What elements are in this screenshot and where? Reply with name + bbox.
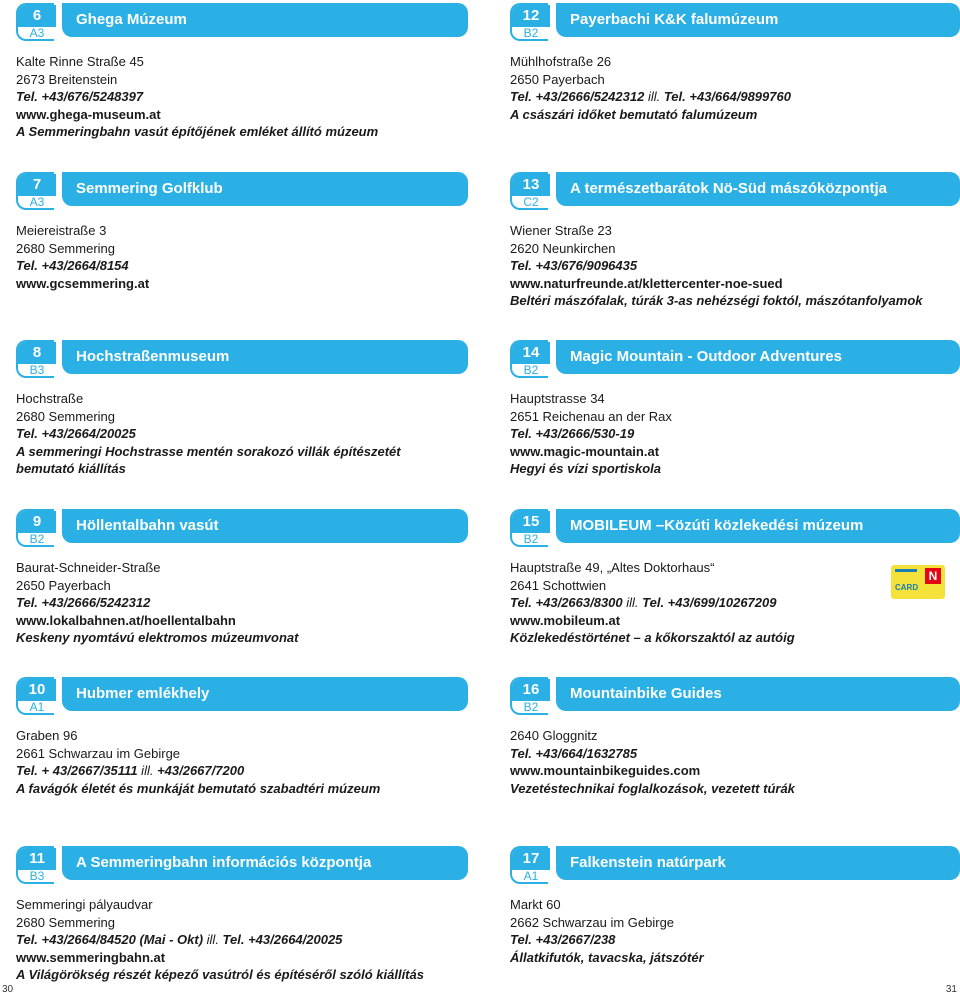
map-marker-badge <box>510 846 548 884</box>
entry-details <box>510 896 704 966</box>
map-marker-badge <box>510 509 548 547</box>
description-text-text: A semmeringi Hochstrasse mentén sorakozó villák építészetét <box>16 443 401 459</box>
page-number-right: 31 <box>945 984 957 995</box>
map-marker-badge <box>16 340 54 378</box>
address-line <box>510 408 672 426</box>
entry-number: 12 <box>512 5 550 27</box>
page-number-left: 30 <box>2 984 14 995</box>
phone-number <box>510 257 923 275</box>
description-text <box>16 629 298 647</box>
map-marker-badge <box>510 172 548 210</box>
entry-number: 6 <box>18 5 56 27</box>
address-line <box>510 71 791 89</box>
entry-number: 16 <box>512 679 550 701</box>
map-grid-reference: B2 <box>523 363 539 377</box>
entry-details <box>16 53 378 141</box>
entry-title: A Semmeringbahn információs központja <box>62 846 468 880</box>
phone-number-text: Tel. +43/664/1632785 <box>510 745 638 761</box>
description-text-text: Hegyi és vízi sportiskola <box>510 461 662 476</box>
phone-number-alt: Tel. +43/664/9899760 <box>663 89 791 104</box>
address-line-text: 2651 Reichenau an der Rax <box>510 408 672 424</box>
address-line <box>16 71 378 89</box>
description-text <box>16 460 401 478</box>
phone-number-text: Tel. +43/2663/8300 <box>510 595 623 610</box>
map-marker-badge <box>510 340 548 378</box>
card-text: CARD <box>895 583 919 592</box>
entry-title: A természetbarátok Nö-Süd mászóközpontja <box>556 172 960 206</box>
entry-details <box>510 559 795 647</box>
phone-number-text: Tel. +43/2664/20025 <box>16 426 136 441</box>
map-grid-reference: B2 <box>523 26 539 40</box>
address-line-text: Hauptstraße 49, „Altes Doktorhaus“ <box>510 560 715 575</box>
address-line <box>510 896 704 914</box>
address-line-text: 2650 Payerbach <box>16 577 111 593</box>
description-text <box>16 443 401 461</box>
entry-number: 10 <box>18 679 56 701</box>
entry-details <box>510 53 791 123</box>
address-line-text: 2650 Payerbach <box>510 71 605 87</box>
phone-number-text: Tel. +43/2666/530-19 <box>510 426 635 441</box>
address-line <box>16 222 149 240</box>
phone-number <box>510 745 795 763</box>
entry-details <box>16 222 149 292</box>
entry-title: Semmering Golfklub <box>62 172 468 206</box>
phone-number <box>16 931 424 949</box>
entry-details <box>510 390 672 478</box>
address-line <box>510 222 923 240</box>
description-text <box>16 780 380 798</box>
description-text-text: A Világörökség részét képező vasútról és építéséről szóló kiállítás <box>16 967 424 982</box>
map-grid-reference: B2 <box>523 700 539 714</box>
connector-text: ill. <box>622 595 643 610</box>
connector-text: ill. <box>644 89 664 104</box>
phone-number <box>16 425 401 443</box>
address-line-text: Kalte Rinne Straße 45 <box>16 54 144 69</box>
phone-number-text: Tel. +43/2666/5242312 <box>510 89 645 104</box>
website-link-text: www.naturfreunde.at/klettercenter-noe-sued <box>510 275 783 291</box>
description-text <box>510 949 704 967</box>
address-line-text: 2640 Gloggnitz <box>510 728 598 743</box>
phone-number-text: Tel. +43/676/5248397 <box>16 89 144 104</box>
phone-number-text: Tel. +43/2667/238 <box>510 932 616 947</box>
entry-title: MOBILEUM –Közúti közlekedési múzeum <box>556 509 960 543</box>
entry-details <box>510 222 923 310</box>
website-link <box>16 949 424 967</box>
website-link-text: www.mobileum.at <box>510 612 621 628</box>
website-link <box>16 275 149 293</box>
map-marker-badge <box>16 172 54 210</box>
phone-number <box>16 594 298 612</box>
entry-title: Payerbachi K&K falumúzeum <box>556 3 960 37</box>
phone-number <box>16 88 378 106</box>
map-marker-badge <box>16 3 54 41</box>
address-line-text: 2641 Schottwien <box>510 577 607 593</box>
address-line <box>510 240 923 258</box>
address-line-text: Hochstraße <box>16 391 84 406</box>
entry-number: 7 <box>18 174 56 196</box>
website-link-text: www.lokalbahnen.at/hoellentalbahn <box>16 612 236 628</box>
map-grid-reference: B3 <box>29 869 45 883</box>
description-text <box>16 966 424 984</box>
entry-number: 15 <box>512 511 550 533</box>
website-link <box>510 612 795 630</box>
phone-number <box>16 762 380 780</box>
address-line <box>16 745 380 763</box>
address-line-text: Mühlhofstraße 26 <box>510 54 612 69</box>
address-line <box>510 577 795 595</box>
address-line <box>510 390 672 408</box>
entry-number: 8 <box>18 342 56 364</box>
phone-number-alt: Tel. +43/699/10267209 <box>642 595 777 610</box>
website-link-text: www.mountainbikeguides.com <box>510 763 701 778</box>
address-line-text: 2680 Semmering <box>16 240 115 256</box>
card-letter: N <box>925 568 941 584</box>
description-text-text: Közlekedéstörténet – a kőkorszaktól az autóig <box>510 630 795 645</box>
map-grid-reference: B2 <box>29 532 45 546</box>
entry-details <box>16 559 298 647</box>
niederoesterreich-card-icon <box>891 565 945 599</box>
address-line <box>16 240 149 258</box>
address-line-text: 2661 Schwarzau im Gebirge <box>16 745 181 761</box>
map-grid-reference: C2 <box>523 195 539 209</box>
entry-number: 17 <box>512 848 550 870</box>
website-link-text: www.semmeringbahn.at <box>16 949 166 965</box>
address-line-text: 2620 Neunkirchen <box>510 240 616 256</box>
address-line <box>510 727 795 745</box>
address-line <box>16 914 424 932</box>
address-line-text: Meiereistraße 3 <box>16 223 107 238</box>
connector-text: ill. <box>137 763 158 778</box>
address-line <box>16 896 424 914</box>
website-link <box>16 106 378 124</box>
website-link-text: www.gcsemmering.at <box>16 275 150 291</box>
phone-number <box>16 257 149 275</box>
address-line <box>16 408 401 426</box>
connector-text: ill. <box>203 932 223 947</box>
address-line-text: 2680 Semmering <box>16 914 115 930</box>
entry-title: Mountainbike Guides <box>556 677 960 711</box>
website-link <box>16 612 298 630</box>
website-link-text: www.ghega-museum.at <box>16 106 161 122</box>
entry-details <box>16 896 424 984</box>
map-marker-badge <box>16 509 54 547</box>
address-line-text: Graben 96 <box>16 728 78 743</box>
address-line <box>16 559 298 577</box>
description-text <box>510 629 795 647</box>
phone-number <box>510 88 791 106</box>
website-link-text: www.magic-mountain.at <box>510 443 660 459</box>
map-grid-reference: A3 <box>29 195 45 209</box>
address-line-text: 2680 Semmering <box>16 408 115 424</box>
address-line-text: Wiener Straße 23 <box>510 223 612 238</box>
address-line <box>16 577 298 595</box>
address-line-text: Baurat-Schneider-Straße <box>16 560 161 575</box>
address-line <box>16 390 401 408</box>
address-line <box>16 53 378 71</box>
map-marker-badge <box>510 3 548 41</box>
phone-number-text: Tel. +43/2664/84520 (Mai - Okt) <box>16 932 204 947</box>
map-grid-reference: A1 <box>523 869 539 883</box>
phone-number-text: Tel. +43/2666/5242312 <box>16 595 151 610</box>
entry-title: Falkenstein natúrpark <box>556 846 960 880</box>
entry-title: Magic Mountain - Outdoor Adventures <box>556 340 960 374</box>
entry-number: 14 <box>512 342 550 364</box>
phone-number <box>510 594 795 612</box>
description-text <box>510 292 923 310</box>
entry-title: Hubmer emlékhely <box>62 677 468 711</box>
description-text-text: bemutató kiállítás <box>16 461 126 476</box>
entry-details <box>16 390 401 478</box>
address-line <box>510 559 795 577</box>
map-grid-reference: A3 <box>29 26 45 40</box>
address-line-text: Hauptstrasse 34 <box>510 391 605 406</box>
description-text <box>510 106 791 124</box>
entry-title: Ghega Múzeum <box>62 3 468 37</box>
phone-number-text: Tel. + 43/2667/35111 <box>16 763 138 778</box>
entry-number: 9 <box>18 511 56 533</box>
description-text-text: A favágók életét és munkáját bemutató szabadtéri múzeum <box>16 780 381 796</box>
website-link <box>510 443 672 461</box>
entry-title: Höllentalbahn vasút <box>62 509 468 543</box>
description-text-text: Beltéri mászófalak, túrák 3-as nehézségi foktól, mászótanfolyamok <box>510 293 923 308</box>
description-text-text: A császári időket bemutató falumúzeum <box>510 106 758 122</box>
entry-number: 11 <box>18 848 56 870</box>
entry-details <box>510 727 795 797</box>
description-text-text: Állatkifutók, tavacska, játszótér <box>510 949 704 965</box>
map-marker-badge <box>16 677 54 715</box>
description-text <box>510 780 795 798</box>
phone-number-alt: +43/2667/7200 <box>157 763 245 778</box>
address-line <box>510 53 791 71</box>
address-line-text: Markt 60 <box>510 897 561 912</box>
address-line <box>16 727 380 745</box>
entry-details <box>16 727 380 797</box>
description-text <box>16 123 378 141</box>
entry-title: Hochstraßenmuseum <box>62 340 468 374</box>
address-line <box>510 914 704 932</box>
phone-number-text: Tel. +43/676/9096435 <box>510 258 638 273</box>
website-link <box>510 275 923 293</box>
address-line-text: 2673 Breitenstein <box>16 71 118 87</box>
description-text-text: A Semmeringbahn vasút építőjének emléket állító múzeum <box>16 124 379 139</box>
phone-number-text: Tel. +43/2664/8154 <box>16 258 129 273</box>
phone-number-alt: Tel. +43/2664/20025 <box>222 932 343 947</box>
map-grid-reference: B3 <box>29 363 45 377</box>
description-text-text: Vezetéstechnikai foglalkozások, vezetett túrák <box>510 780 795 796</box>
map-marker-badge <box>16 846 54 884</box>
address-line-text: Semmeringi pályaudvar <box>16 897 153 912</box>
phone-number <box>510 425 672 443</box>
website-link <box>510 762 795 780</box>
map-grid-reference: B2 <box>523 532 539 546</box>
description-text-text: Keskeny nyomtávú elektromos múzeumvonat <box>16 630 299 645</box>
phone-number <box>510 931 704 949</box>
description-text <box>510 460 672 478</box>
entry-number: 13 <box>512 174 550 196</box>
address-line-text: 2662 Schwarzau im Gebirge <box>510 914 675 930</box>
map-grid-reference: A1 <box>29 700 45 714</box>
map-marker-badge <box>510 677 548 715</box>
